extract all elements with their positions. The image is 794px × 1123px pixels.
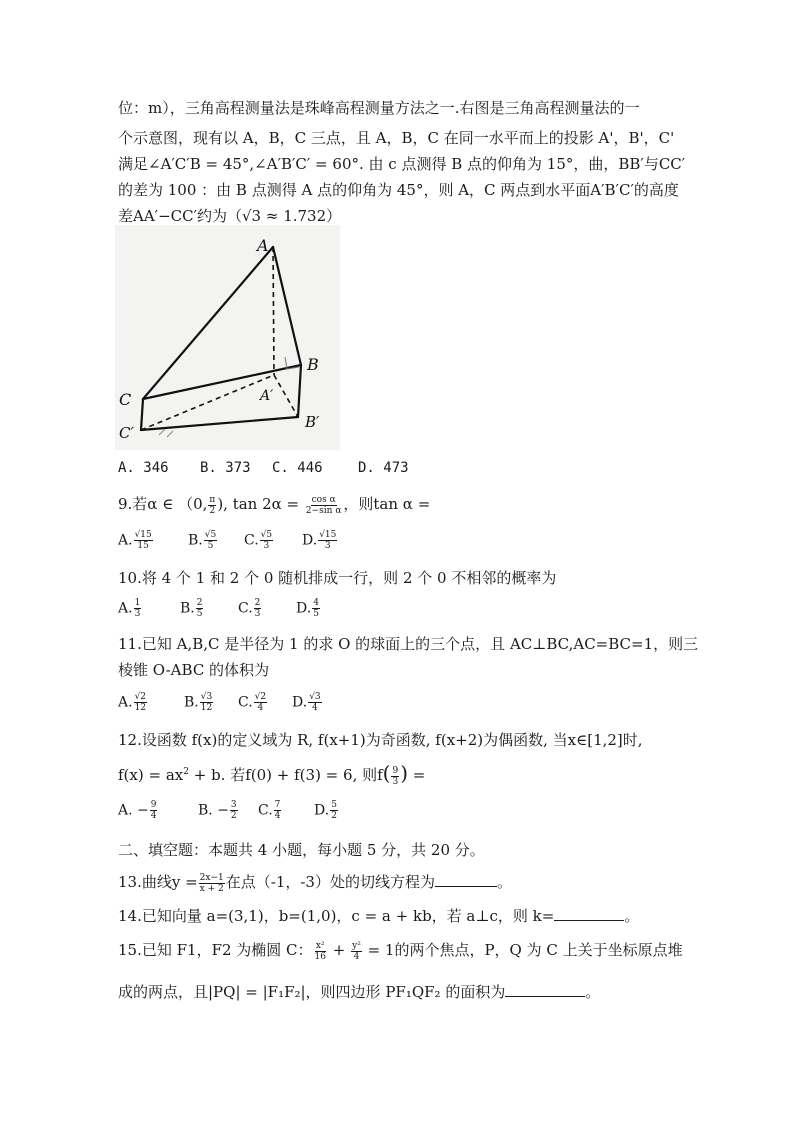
- label-C: C: [119, 390, 132, 409]
- label-C-prime: C′: [119, 424, 134, 442]
- q10-option-b[interactable]: B. $\frac{2}{5}$: [180, 598, 203, 619]
- q11-option-a[interactable]: A. $\frac{√2}{12}$: [118, 692, 147, 713]
- q8-line-3: 满足∠A′C′B = 45°,∠A′B′C′ = 60°. 由 c 点测得 B 点的仰角为 15°，曲，BB′与CC′: [118, 155, 686, 173]
- q11-option-d[interactable]: D. $\frac{√3}{4}$: [292, 692, 321, 713]
- q12-line-2: $f(x) = ax^2 + b$. 若f(0) + f(3) = 6, 则f( $\frac{9}{3}$ ) =: [118, 761, 426, 787]
- q8-options: [118, 460, 409, 476]
- q15-line-1: 15.已知 F1，F2 为椭圆 C： $\frac{\text{x²}}{16}$ + $\frac{\text{y²}}{4}$ = 1的两个焦点，P，Q 为 C 上关于坐标原点堆: [118, 940, 683, 962]
- q9-pi-den: 2: [209, 505, 216, 516]
- q12-line-1: 12.设函数 f(x)的定义域为 R, f(x+1)为奇函数, f(x+2)为偶函数, 当x∈[1,2]时,: [118, 731, 643, 749]
- label-A: A: [257, 236, 269, 255]
- q14-answer-blank[interactable]: [554, 906, 624, 921]
- q10-stem: 10.将 4 个 1 和 2 个 0 随机排成一行，则 2 个 0 不相邻的概率为: [118, 569, 557, 587]
- q8-option-a[interactable]: A. 346: [118, 460, 169, 476]
- q10-options: [118, 598, 321, 619]
- triangulation-figure: [115, 225, 340, 450]
- q10-option-a[interactable]: A. $\frac{1}{3}$: [118, 598, 141, 619]
- q9-stem-suffix: ，则tan α =: [343, 495, 431, 513]
- q10-option-c[interactable]: C. $\frac{2}{3}$: [238, 598, 261, 619]
- q8-line-5: 差AA′−CC′约为（√3 ≈ 1.732）: [118, 207, 342, 225]
- label-B-prime: B′: [305, 413, 320, 431]
- q10-option-d[interactable]: D. $\frac{4}{5}$: [296, 598, 319, 619]
- q8-line-4: 的差为 100 ：由 B 点测得 A 点的仰角为 45°，则 A，C 两点到水平面A′B′C′的高度: [118, 181, 679, 199]
- q12-option-d[interactable]: D. $\frac{5}{2}$: [314, 800, 337, 821]
- section-2-heading: 二、填空题：本题共 4 小题，每小题 5 分，共 20 分。: [118, 841, 485, 859]
- q12-option-a[interactable]: A. − $\frac{9}{4}$: [118, 800, 157, 821]
- q9-option-a[interactable]: A. $\frac{√15}{15}$: [118, 530, 152, 551]
- q15-line-2: 成的两点，且|PQ| = |F₁F₂|，则四边形 PF₁QF₂ 的面积为 。: [118, 983, 601, 1001]
- q9-options: [118, 530, 338, 551]
- q9-stem: [118, 494, 430, 516]
- q15-answer-blank[interactable]: [505, 982, 585, 997]
- label-A-prime: A′: [260, 388, 274, 404]
- q8-option-b[interactable]: B. 373: [200, 460, 251, 476]
- q13-answer-blank[interactable]: [435, 872, 497, 887]
- q14-stem: 14.已知向量 a=(3,1)，b=(1,0)，c = a + kb，若 a⊥c，则 k= 。: [118, 907, 640, 925]
- q8-option-c[interactable]: C. 446: [272, 460, 323, 476]
- q11-option-c[interactable]: C. $\frac{√2}{4}$: [238, 692, 267, 713]
- q9-pi-num: π: [209, 494, 216, 505]
- q9-stem-prefix: 9.若α ∈ （0,: [118, 495, 208, 513]
- q12-options: [118, 800, 339, 821]
- q11-line-1: 11.已知 A,B,C 是半径为 1 的求 O 的球面上的三个点，且 AC⊥BC,AC=BC=1，则三: [118, 635, 699, 653]
- q13-stem: 13.曲线y = $\frac{2x-1}{x + 2}$ 在点（-1，-3）处的切线方程为 。: [118, 872, 512, 894]
- label-B: B: [307, 355, 319, 374]
- q9-stem-mid: ), tan 2α =: [217, 495, 300, 513]
- q9-option-b[interactable]: B. $\frac{√5}{5}$: [188, 530, 217, 551]
- q11-line-2: 棱锥 O-ABC 的体积为: [118, 661, 270, 679]
- q9-frac-num: cos α: [311, 494, 336, 505]
- q8-option-d[interactable]: D. 473: [358, 460, 409, 476]
- q8-line-1: 位：m），三角高程测量法是珠峰高程测量方法之一.右图是三角高程测量法的一: [118, 99, 640, 117]
- q9-frac-den: 2−sin α: [305, 505, 342, 516]
- q11-option-b[interactable]: B. $\frac{√3}{12}$: [184, 692, 213, 713]
- q9-option-d[interactable]: D. $\frac{√15}{3}$: [302, 530, 337, 551]
- edge-AAprime: [273, 247, 274, 375]
- q12-option-b[interactable]: B. − $\frac{3}{2}$: [198, 800, 237, 821]
- q9-option-c[interactable]: C. $\frac{√5}{3}$: [244, 530, 273, 551]
- q11-options: [118, 692, 323, 713]
- q8-line-2: 个示意图，现有以 A，B，C 三点，且 A，B，C 在同一水平而上的投影 A'，B'，C': [118, 129, 675, 147]
- q12-option-c[interactable]: C. $\frac{7}{4}$: [258, 800, 281, 821]
